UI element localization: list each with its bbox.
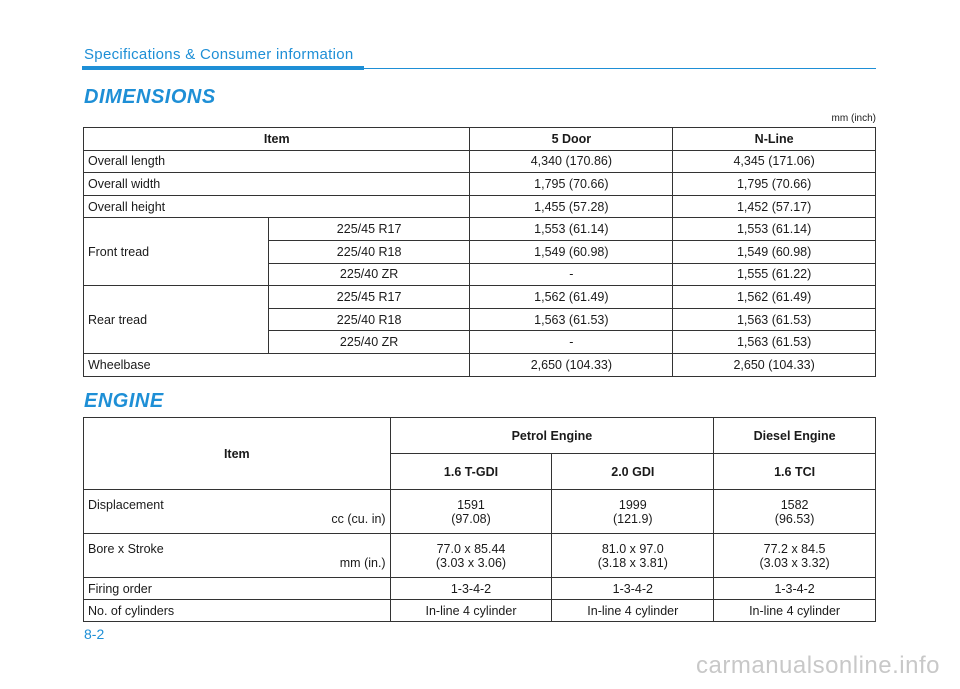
col-header-engine: 1.6 TCI <box>714 454 876 490</box>
dimensions-table <box>83 127 876 377</box>
col-header-5door: 5 Door <box>470 128 673 151</box>
row-label-cell <box>84 534 391 578</box>
cell-value: 1,555 (61.22) <box>673 263 876 286</box>
cell-value <box>390 490 552 534</box>
header-rule-thin <box>364 68 876 69</box>
cell-value: 1,563 (61.53) <box>673 331 876 354</box>
cell-value: In-line 4 cylinder <box>714 600 876 622</box>
cell-value: - <box>470 331 673 354</box>
row-label: Rear tread <box>84 286 269 354</box>
tire-size: 225/40 ZR <box>268 331 470 354</box>
engine-table <box>83 417 876 622</box>
cell-value: 1-3-4-2 <box>390 578 552 600</box>
table-row <box>84 534 876 578</box>
cell-value-line: (96.53) <box>774 511 815 526</box>
table-row <box>84 286 876 309</box>
row-unit: cc (cu. in) <box>331 511 386 526</box>
cell-value <box>390 534 552 578</box>
cell-value-line: 1591 <box>457 497 485 512</box>
row-label: Overall length <box>84 150 470 173</box>
cell-value: 1,553 (61.14) <box>673 218 876 241</box>
cell-value <box>552 534 714 578</box>
cell-value-line: 81.0 x 97.0 <box>601 541 664 556</box>
page-number: 8-2 <box>84 626 105 642</box>
table-row <box>84 173 876 196</box>
engine-title: ENGINE <box>84 390 164 412</box>
cell-value: 1,563 (61.53) <box>673 308 876 331</box>
dimensions-title: DIMENSIONS <box>84 86 216 108</box>
table-row <box>84 195 876 218</box>
cell-value: In-line 4 cylinder <box>390 600 552 622</box>
row-label: Front tread <box>84 218 269 286</box>
col-header-diesel: Diesel Engine <box>714 418 876 454</box>
col-header-nline: N-Line <box>673 128 876 151</box>
row-label: Overall width <box>84 173 470 196</box>
dimensions-unit: mm (inch) <box>831 113 876 124</box>
cell-value-line: 77.0 x 85.44 <box>436 541 506 556</box>
tire-size: 225/40 ZR <box>268 263 470 286</box>
cell-value: 1,452 (57.17) <box>673 195 876 218</box>
cell-value-line: (3.03 x 3.32) <box>759 555 830 570</box>
cell-value: In-line 4 cylinder <box>552 600 714 622</box>
section-header: Specifications & Consumer information <box>84 46 354 63</box>
cell-value: 1,562 (61.49) <box>470 286 673 309</box>
row-label: Overall height <box>84 195 470 218</box>
col-header-petrol: Petrol Engine <box>390 418 714 454</box>
table-header-row <box>84 128 876 151</box>
cell-value <box>552 490 714 534</box>
header-rule-thick <box>82 66 364 70</box>
table-row <box>84 353 876 376</box>
cell-value: 1,562 (61.49) <box>673 286 876 309</box>
table-row <box>84 600 876 622</box>
cell-value: 2,650 (104.33) <box>470 353 673 376</box>
table-row <box>84 150 876 173</box>
cell-value: 4,340 (170.86) <box>470 150 673 173</box>
cell-value: 1,795 (70.66) <box>673 173 876 196</box>
cell-value: 1-3-4-2 <box>552 578 714 600</box>
col-header-item: Item <box>84 418 391 490</box>
row-label-cell <box>84 490 391 534</box>
cell-value: 4,345 (171.06) <box>673 150 876 173</box>
cell-value: 1,455 (57.28) <box>470 195 673 218</box>
col-header-item: Item <box>84 128 470 151</box>
row-label: Firing order <box>84 578 391 600</box>
cell-value: 2,650 (104.33) <box>673 353 876 376</box>
row-label: Bore x Stroke <box>88 541 164 556</box>
cell-value: 1,549 (60.98) <box>470 240 673 263</box>
cell-value: 1,795 (70.66) <box>470 173 673 196</box>
table-row <box>84 490 876 534</box>
row-label: Wheelbase <box>84 353 470 376</box>
row-unit: mm (in.) <box>339 555 386 570</box>
tire-size: 225/40 R18 <box>268 240 470 263</box>
cell-value-line: 1999 <box>618 497 647 512</box>
col-header-engine: 1.6 T-GDI <box>390 454 552 490</box>
watermark: carmanualsonline.info <box>696 652 940 679</box>
row-label: Displacement <box>88 497 164 512</box>
cell-value-line: 77.2 x 84.5 <box>763 541 826 556</box>
cell-value-line: (97.08) <box>451 511 491 526</box>
cell-value: 1,549 (60.98) <box>673 240 876 263</box>
tire-size: 225/45 R17 <box>268 286 470 309</box>
tire-size: 225/45 R17 <box>268 218 470 241</box>
tire-size: 225/40 R18 <box>268 308 470 331</box>
cell-value-line: 1582 <box>780 497 809 512</box>
cell-value: 1,563 (61.53) <box>470 308 673 331</box>
cell-value-line: (121.9) <box>612 511 653 526</box>
row-label: No. of cylinders <box>84 600 391 622</box>
table-row <box>84 578 876 600</box>
cell-value: 1-3-4-2 <box>714 578 876 600</box>
cell-value: 1,553 (61.14) <box>470 218 673 241</box>
cell-value-line: (3.03 x 3.06) <box>435 555 507 570</box>
cell-value: - <box>470 263 673 286</box>
cell-value <box>714 534 876 578</box>
col-header-engine: 2.0 GDI <box>552 454 714 490</box>
table-header-row <box>84 418 876 454</box>
table-row <box>84 218 876 241</box>
cell-value-line: (3.18 x 3.81) <box>597 555 668 570</box>
cell-value <box>714 490 876 534</box>
